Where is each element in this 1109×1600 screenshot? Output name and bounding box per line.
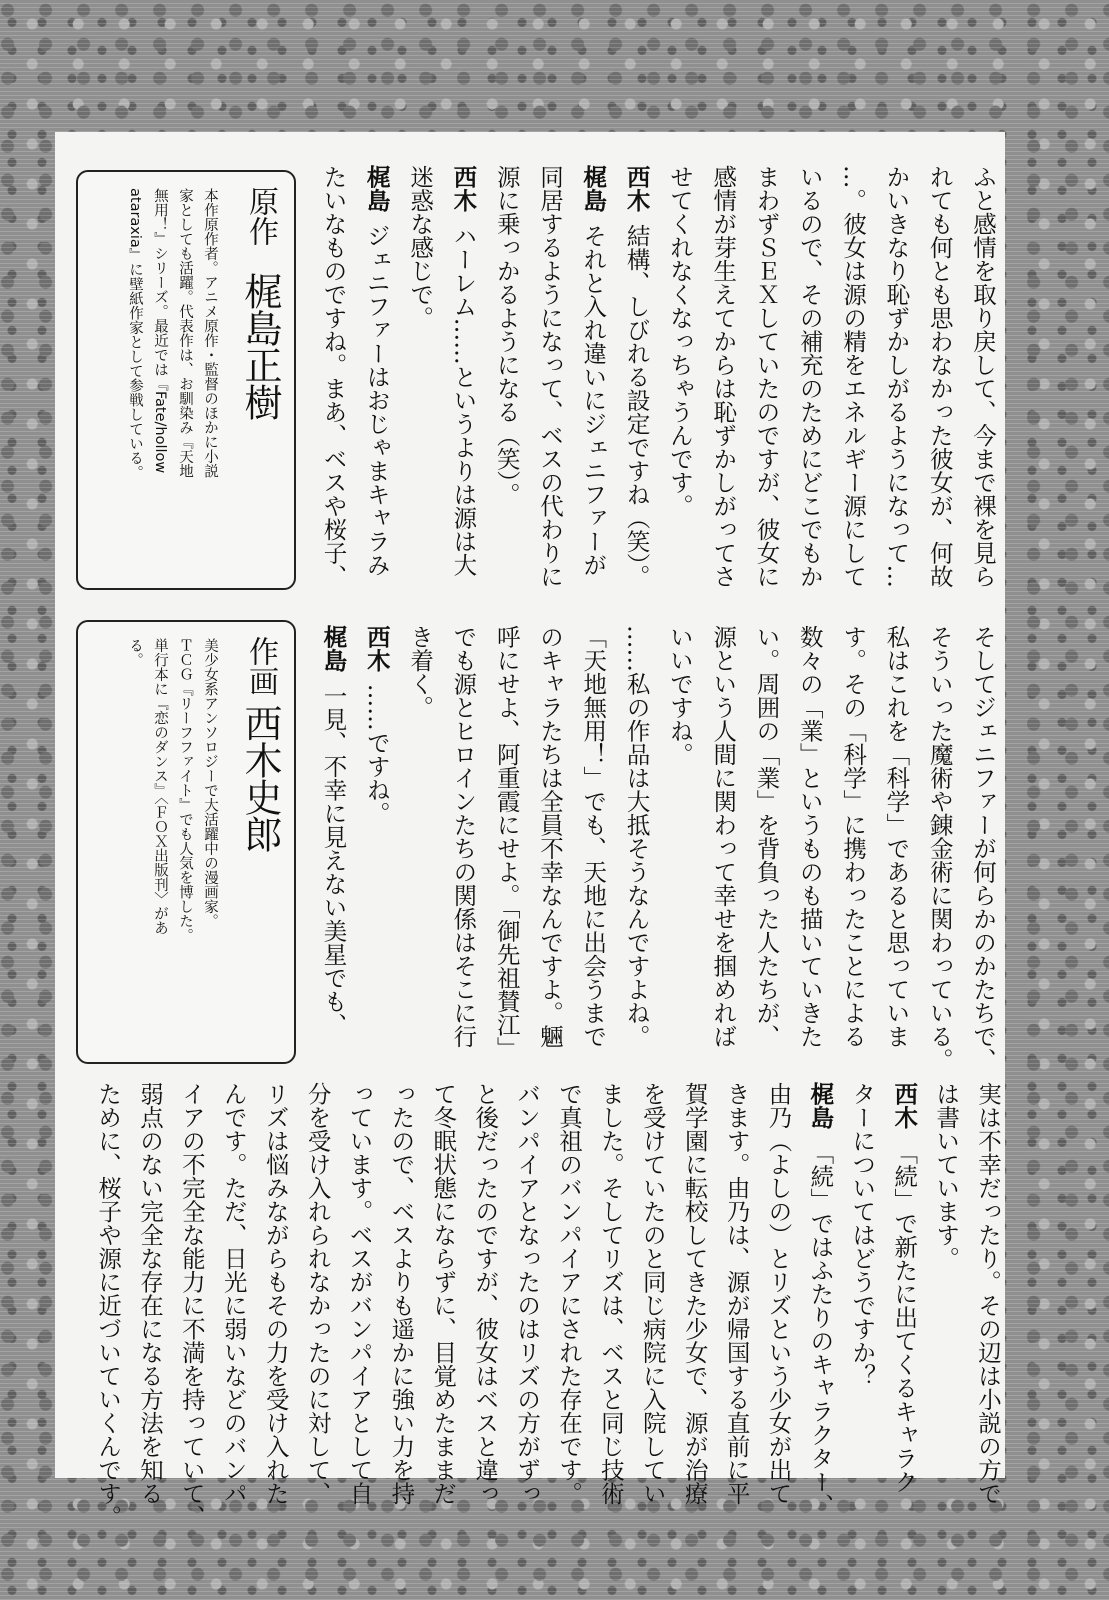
text-column <box>624 165 654 588</box>
column-text: 「続」で新たに出てくるキャラク <box>890 1140 919 1494</box>
text-column <box>598 1082 628 1505</box>
column-text: き着く。 <box>406 625 435 719</box>
column-text: ……ですね。 <box>362 683 391 825</box>
text-column <box>407 625 437 719</box>
text-column <box>347 1082 377 1505</box>
column-text: ……私の作品は大抵そうなんですよね。 <box>622 625 651 1048</box>
speaker-name: 梶島 <box>579 165 608 212</box>
speaker-name: 西木 <box>890 1082 919 1129</box>
text-column <box>580 625 610 1048</box>
profile-role: 作画 <box>243 636 278 696</box>
profile-name: 梶島正樹 <box>238 272 282 420</box>
text-column <box>494 625 524 1060</box>
column-text: 源という人間に関わって幸せを掴めれば <box>709 625 738 1048</box>
profile-bio-line: 単行本に『恋のダンス』〈ＦＯＸ出版刊〉があ <box>152 638 168 936</box>
column-text: まわずＳＥＸしていたのですが、彼女に <box>752 165 781 588</box>
text-column <box>472 1082 502 1505</box>
column-text: 私はこれを「科学」であると思っていま <box>882 625 911 1048</box>
text-column <box>450 165 480 576</box>
column-text: す。その「科学」に携わったことによる <box>839 625 868 1048</box>
text-column <box>975 1082 1005 1505</box>
text-column <box>797 625 827 1048</box>
column-text: は書いています。 <box>932 1082 961 1270</box>
text-column <box>95 1082 125 1529</box>
column-text: のキャラたちは全員不幸なんですよ。魎 <box>536 625 564 1048</box>
column-text: ために、桜子や源に近づいていくんです。 <box>94 1082 123 1529</box>
column-text: 一見、不幸に見えない美星でも、 <box>319 683 348 1037</box>
text-column <box>580 165 610 576</box>
column-text: 弱点のない完全な存在になる方法を知る <box>136 1082 164 1505</box>
column-text: 実は不幸だったり。その辺は小説の方で <box>974 1082 1002 1505</box>
column-text: 結構、しびれる設定ですね（笑）。 <box>622 223 651 588</box>
column-text: 賀学園に転校してきた少女で、源が治療 <box>680 1082 709 1505</box>
text-column <box>640 1082 670 1505</box>
column-text: ふと感情を取り戻して、今まで裸を見ら <box>969 165 997 588</box>
column-text: でも源とヒロインたちの関係はそこに行 <box>449 625 478 1048</box>
text-column <box>710 165 740 588</box>
profile-box-author <box>76 170 296 590</box>
text-column <box>494 165 524 506</box>
text-column <box>179 1082 209 1529</box>
text-column <box>667 625 697 766</box>
text-column <box>624 625 654 1048</box>
text-column <box>849 1082 879 1388</box>
column-text: リズは悩みながらもその力を受け入れた <box>261 1082 290 1505</box>
text-column <box>840 165 870 588</box>
speaker-name: 西木 <box>622 165 651 212</box>
column-text: 由乃（よしの）とリズという少女が出て <box>764 1082 793 1505</box>
text-column <box>927 165 957 588</box>
column-text: ました。そしてリズは、ベスと同じ技術 <box>596 1082 625 1505</box>
text-column <box>305 1082 335 1505</box>
column-text: せてくれなくなっちゃうんです。 <box>665 165 694 518</box>
column-text: で真祖のバンパイアにされた存在です。 <box>555 1082 583 1505</box>
text-column <box>364 625 394 825</box>
text-column <box>891 1082 921 1493</box>
column-text: …。彼女は源の精をエネルギー源にして <box>839 165 868 588</box>
column-text: ターについてはどうですか？ <box>848 1082 877 1388</box>
column-text: と後だったのですが、彼女はベスと違っ <box>471 1082 500 1505</box>
profile-bio-line: ＴＣＧ『リーフファイト』でも人気を博した。 <box>177 638 193 943</box>
speaker-name: 梶島 <box>806 1082 835 1129</box>
text-column <box>221 1082 251 1505</box>
column-text: 迷惑な感じで。 <box>406 165 435 330</box>
text-column <box>137 1082 167 1505</box>
text-column <box>797 165 827 588</box>
text-column <box>537 165 567 588</box>
column-text: そしてジェニファーが何らかのかたちで、 <box>969 625 997 1072</box>
text-column <box>388 1082 418 1505</box>
text-column <box>667 165 697 518</box>
text-column <box>407 165 437 330</box>
column-text: きます。由乃は、源が帰国する直前に平 <box>722 1082 751 1505</box>
profile-bio-line: る。 <box>127 638 143 667</box>
column-text: 源に乗っかるようになる（笑）。 <box>492 165 521 506</box>
profile-bio-line: 美少女系アンソロジーで大活躍中の漫画家。 <box>202 638 218 928</box>
text-column <box>754 165 784 588</box>
column-text: っています。ベスがバンパイアとして自 <box>345 1082 374 1505</box>
text-column <box>970 165 1000 588</box>
column-text: イアの不完全な能力に不満を持っていて、 <box>177 1082 206 1529</box>
column-text: かいきなり恥ずかしがるようになって… <box>882 165 911 588</box>
column-text: 「天地無用！」でも、天地に出会うまで <box>579 625 608 1048</box>
text-column <box>710 625 740 1048</box>
column-text: それと入れ違いにジェニファーが <box>579 223 608 577</box>
column-text: 分を受け入れられなかったのに対して、 <box>303 1082 332 1505</box>
text-column <box>321 165 351 588</box>
column-text: んです。ただ、日光に弱いなどのバンパ <box>219 1082 248 1505</box>
column-text: 呼にせよ、阿重霞にせよ。「御先祖賛江」 <box>492 625 521 1060</box>
text-column <box>840 625 870 1048</box>
column-text: ジェニファーはおじゃまキャラみ <box>362 223 391 577</box>
profile-bio-line: 無用！』シリーズ。最近では『Fate/hollow <box>152 188 168 474</box>
column-text: 同居するようになって、ベスの代わりに <box>536 165 564 588</box>
column-text: 感情が芽生えてからは恥ずかしがってさ <box>709 165 738 588</box>
column-text: を受けていたのと同じ病院に入院してい <box>638 1082 667 1505</box>
text-column <box>321 625 351 1036</box>
speaker-name: 梶島 <box>319 625 348 672</box>
text-column <box>927 625 957 1072</box>
text-column <box>766 1082 796 1505</box>
column-text: ったので、ベスよりも遥かに強い力を持 <box>387 1082 416 1505</box>
text-column <box>682 1082 712 1505</box>
profile-bio-line: 本作原作者。アニメ原作・監督のほかに小説 <box>202 188 218 478</box>
column-text: そういった魔術や錬金術に関わっている。 <box>925 625 954 1072</box>
column-text: ハーレム……というよりは源は大 <box>449 223 478 577</box>
text-column <box>364 165 394 576</box>
text-column <box>807 1082 837 1517</box>
text-column <box>754 625 784 1048</box>
column-text: 「続」ではふたりのキャラクター、 <box>806 1140 835 1517</box>
text-column <box>970 625 1000 1072</box>
column-text: いるので、その補充のためにどこでもか <box>795 165 824 588</box>
column-text: いいですね。 <box>665 625 694 766</box>
text-column <box>883 625 913 1048</box>
column-text: バンパイアとなったのはリズの方がずっ <box>513 1082 542 1505</box>
profile-name: 西木史郎 <box>238 704 282 852</box>
text-column <box>933 1082 963 1270</box>
speaker-name: 西木 <box>449 165 478 212</box>
text-column <box>450 625 480 1048</box>
column-text: たいなものですね。まあ、ベスや桜子、 <box>319 165 348 588</box>
text-column <box>430 1082 460 1505</box>
profile-role: 原作 <box>243 186 278 246</box>
text-column <box>883 165 913 588</box>
text-column <box>514 1082 544 1505</box>
text-column <box>724 1082 754 1505</box>
profile-bio-line: ataraxia』に壁紙作家として参戦している。 <box>127 188 143 480</box>
text-column <box>556 1082 586 1505</box>
speaker-name: 梶島 <box>362 165 391 212</box>
profile-bio-line: 家としても活躍。代表作は、お馴染み『天地 <box>177 188 193 478</box>
column-text: 数々の「業」というものも描いていきた <box>795 625 824 1048</box>
speaker-name: 西木 <box>362 625 391 672</box>
column-text: い。周囲の「業」を背負った人たちが、 <box>752 625 781 1048</box>
column-text: れても何とも思わなかった彼女が、何故 <box>925 165 954 588</box>
profile-box-artist <box>76 620 296 1064</box>
column-text: て冬眠状態にならずに、目覚めたままだ <box>429 1082 458 1505</box>
text-column <box>263 1082 293 1505</box>
text-column <box>537 625 567 1048</box>
